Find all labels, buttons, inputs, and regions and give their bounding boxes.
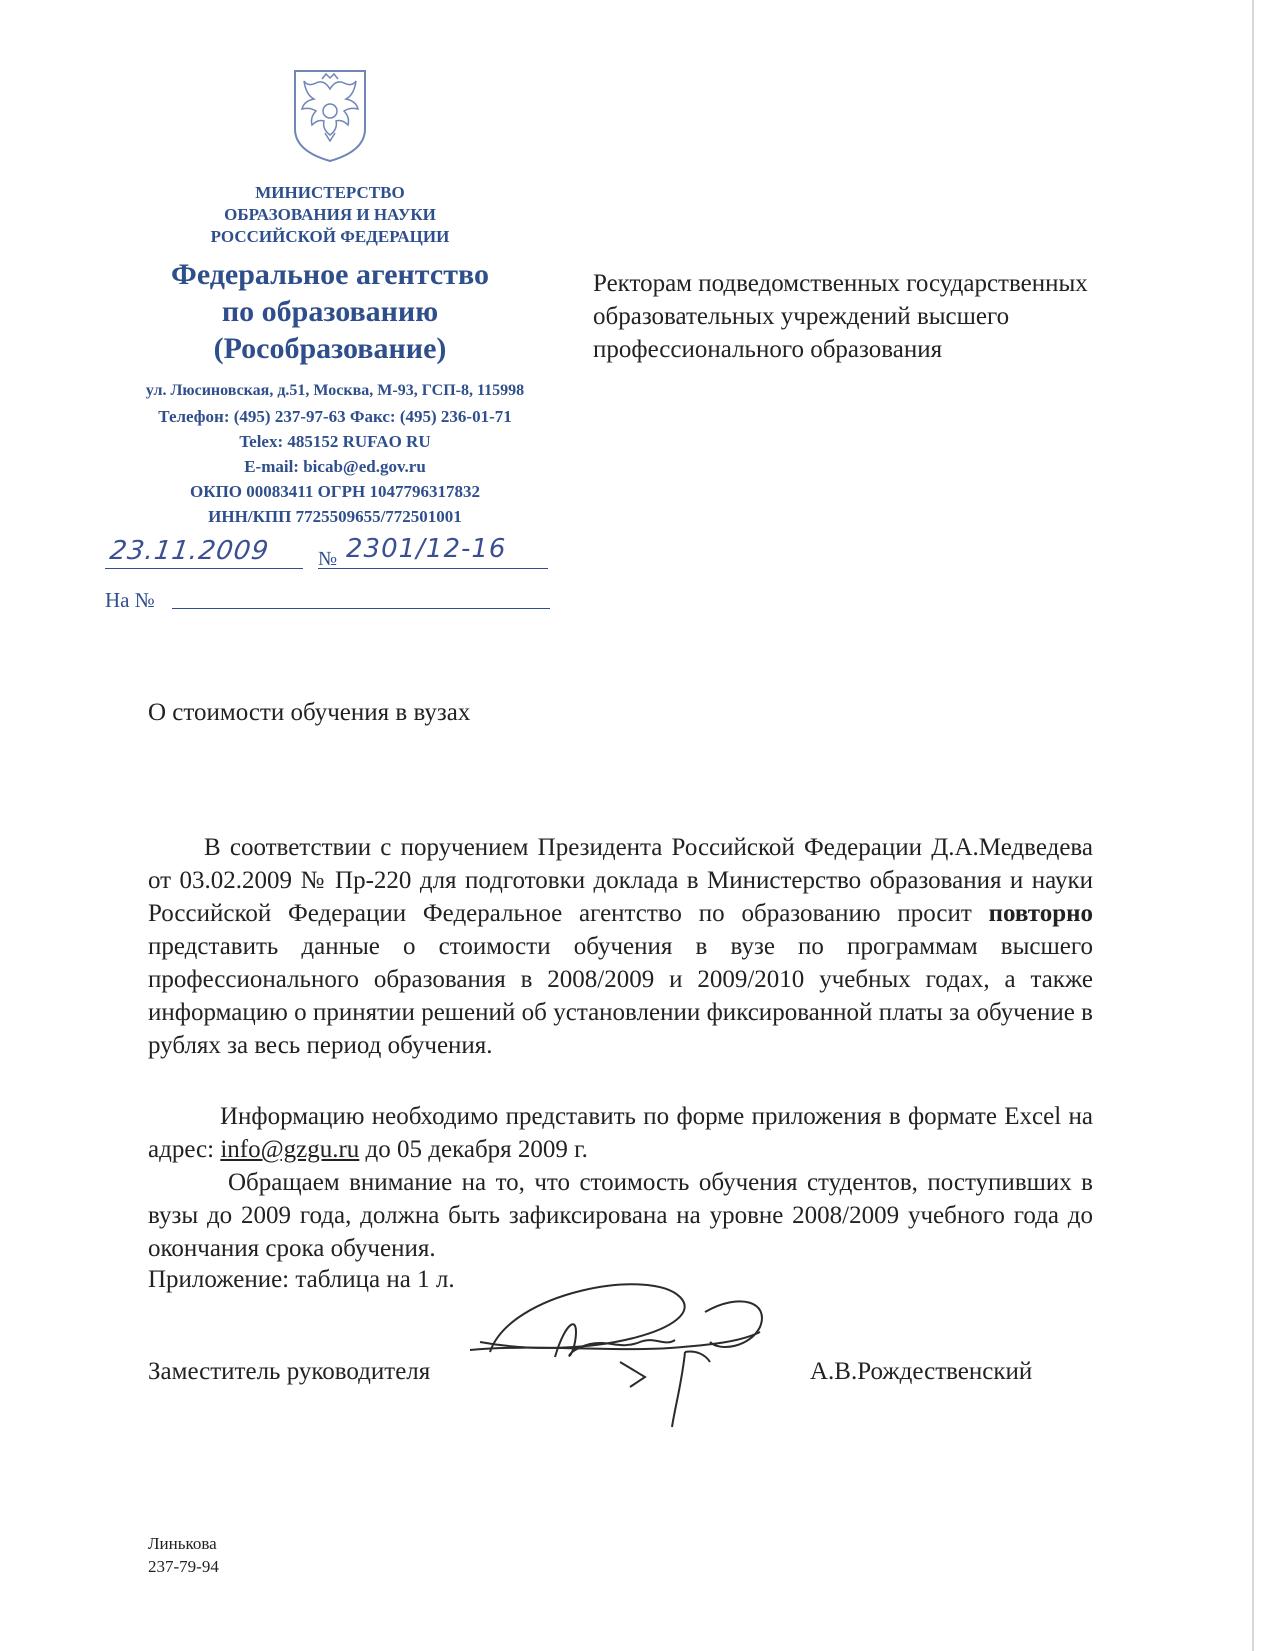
letter-date: 23.11.2009 xyxy=(107,536,271,566)
attachment-note: Приложение: таблица на 1 л. xyxy=(148,1266,455,1293)
number-label: № xyxy=(318,548,338,570)
subject: О стоимости обучения в вузах xyxy=(148,699,471,726)
inn-kpp: ИНН/КПП 7725509655/772501001 xyxy=(208,507,462,526)
body-paragraph-2 xyxy=(148,1100,1093,1166)
p1-bold: повторно xyxy=(988,900,1093,927)
email-link[interactable]: info@gzgu.ru xyxy=(220,1136,360,1163)
number-underline xyxy=(318,568,548,569)
p1-text: В соответствии с поручением Президента Российской Федерации Д.А.Медведева от 03.02.2009 № Пр-220 для подготовки доклада в Министерство образования и науки Российской Федерации Федеральное агентство по образованию просит xyxy=(148,834,1093,927)
p1-text-cont: представить данные о стоимости обучения в вузе по программам высшего профессионального образования в 2008/2009 и 2009/2010 учебных годах, а также информацию о принятии решений об установлении фиксированной платы за обучение в рублях за весь период обучения. xyxy=(148,933,1093,1059)
p2-text: Информацию необходимо представить по форме приложения в формате Excel на адрес: xyxy=(148,1103,1093,1163)
body-paragraph-3: Обращаем внимание на то, что стоимость обучения студентов, поступивших в вузы до 2009 года, должна быть зафиксирована на уровне 2008/2009 учебного года до окончания срока обучения. xyxy=(148,1169,1093,1262)
addressee: Ректорам подведомственных государственных образовательных учреждений высшего профессионального образования xyxy=(593,270,1088,363)
agency-line: по образованию xyxy=(221,295,439,328)
ministry-line: РОССИЙСКОЙ ФЕДЕРАЦИИ xyxy=(210,227,450,246)
reply-label: На № xyxy=(105,588,155,612)
scan-edge xyxy=(1252,0,1254,1651)
address: ул. Люсиновская, д.51, Москва, М-93, ГСП-8, 115998 xyxy=(145,382,525,399)
signer-position: Заместитель руководителя xyxy=(148,1358,431,1385)
p2-text-cont: до 05 декабря 2009 г. xyxy=(359,1136,588,1163)
executor-name: Линькова xyxy=(148,1534,217,1553)
ministry-line: ОБРАЗОВАНИЯ И НАУКИ xyxy=(224,205,436,224)
signer-name: А.В.Рождественский xyxy=(810,1358,1033,1385)
agency-line: Федеральное агентство xyxy=(171,258,489,291)
ministry-line: МИНИСТЕРСТВО xyxy=(255,183,405,202)
letter-number: 2301/12-16 xyxy=(346,534,507,564)
email: E-mail: bicab@ed.gov.ru xyxy=(244,457,426,476)
executor xyxy=(148,1532,219,1578)
signature-icon xyxy=(470,1272,800,1442)
coat-of-arms-icon xyxy=(291,67,369,163)
ministry-name xyxy=(150,182,510,248)
agency-name xyxy=(100,256,560,367)
body-paragraph-1 xyxy=(148,831,1093,1062)
executor-phone: 237-79-94 xyxy=(148,1557,219,1576)
date-underline xyxy=(105,568,303,569)
okpo-ogrn: ОКПО 00083411 ОГРН 1047796317832 xyxy=(190,482,480,501)
agency-line: (Рособразование) xyxy=(213,332,447,365)
telex: Telex: 485152 RUFAO RU xyxy=(239,432,431,451)
reply-underline xyxy=(172,608,550,609)
phone-fax: Телефон: (495) 237-97-63 Факс: (495) 236-01-71 xyxy=(158,407,512,426)
